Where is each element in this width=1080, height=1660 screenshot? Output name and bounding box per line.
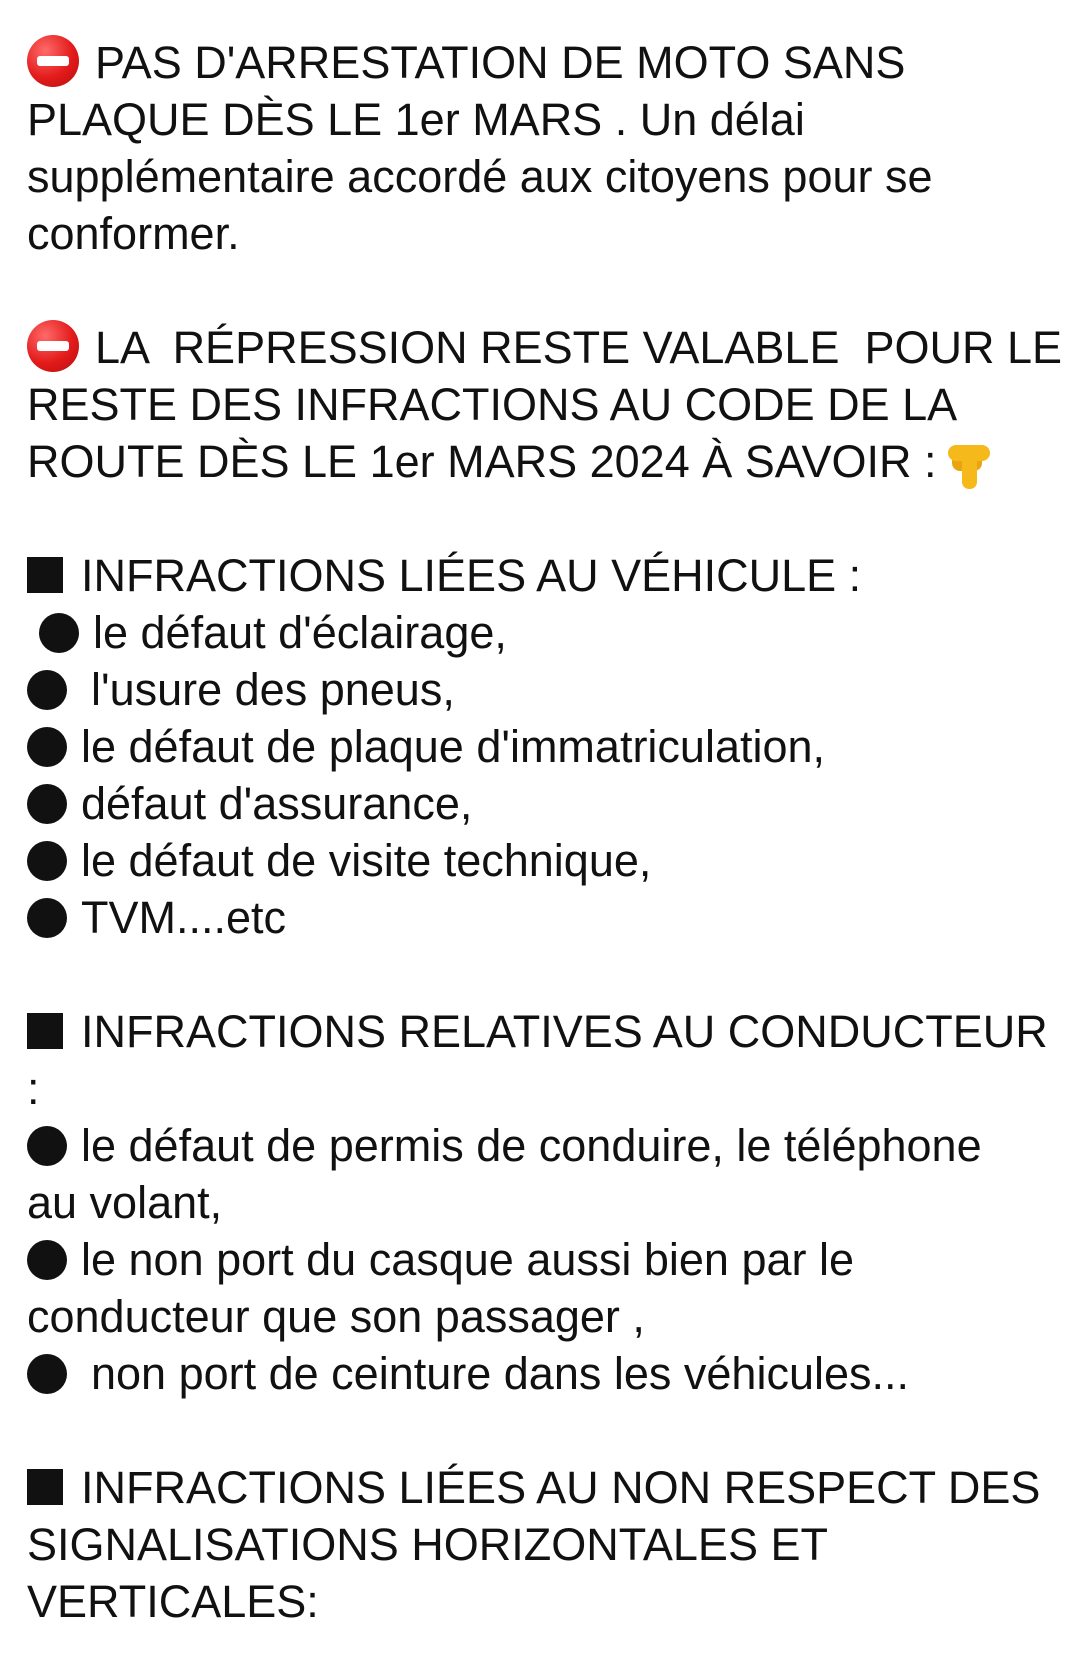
bullet-icon (27, 727, 67, 767)
driver-section-heading-colon: : (27, 1063, 40, 1114)
repression-line-3: ROUTE DÈS LE 1er MARS 2024 À SAVOIR : (27, 433, 1067, 490)
paragraph-gap (27, 946, 1067, 1003)
intro-line-4: conformer. (27, 208, 240, 259)
repression-line-2: RESTE DES INFRACTIONS AU CODE DE LA (27, 379, 958, 430)
list-item-continuation: conducteur que son passager , (27, 1291, 645, 1342)
driver-section-heading: INFRACTIONS RELATIVES AU CONDUCTEUR (27, 1003, 1067, 1060)
black-square-icon (27, 1013, 63, 1049)
bullet-icon (27, 898, 67, 938)
signal-section (27, 1459, 1067, 1630)
list-item: l'usure des pneus, (27, 661, 1067, 718)
driver-section (27, 1003, 1067, 1402)
bullet-icon (39, 613, 79, 653)
intro-line-2: PLAQUE DÈS LE 1er MARS . Un délai (27, 94, 805, 145)
list-item: le défaut de plaque d'immatriculation, (27, 718, 1067, 775)
intro-line-1: PAS D'ARRESTATION DE MOTO SANS (27, 34, 1067, 91)
paragraph-gap (27, 490, 1067, 547)
signal-section-heading: INFRACTIONS LIÉES AU NON RESPECT DES (27, 1459, 1067, 1516)
list-item: le défaut de permis de conduire, le téléphone (27, 1117, 1067, 1174)
black-square-icon (27, 557, 63, 593)
bullet-icon (27, 1126, 67, 1166)
list-item: TVM....etc (27, 889, 1067, 946)
no-entry-icon (27, 320, 79, 372)
paragraph-gap (27, 1402, 1067, 1459)
list-item: défaut d'assurance, (27, 775, 1067, 832)
vehicle-section-heading: INFRACTIONS LIÉES AU VÉHICULE : (27, 547, 1067, 604)
black-square-icon (27, 1469, 63, 1505)
signal-section-heading-line-3: VERTICALES: (27, 1576, 319, 1627)
list-item: le non port du casque aussi bien par le (27, 1231, 1067, 1288)
list-item-continuation: au volant, (27, 1177, 223, 1228)
bullet-icon (27, 784, 67, 824)
list-item: le défaut de visite technique, (27, 832, 1067, 889)
list-item: le défaut d'éclairage, (27, 604, 1067, 661)
intro-line-3: supplémentaire accordé aux citoyens pour se (27, 151, 933, 202)
no-entry-icon (27, 35, 79, 87)
repression-paragraph (27, 319, 1067, 490)
bullet-icon (27, 1240, 67, 1280)
backhand-pointing-down-icon (944, 441, 994, 491)
list-item: non port de ceinture dans les véhicules... (27, 1345, 1067, 1402)
paragraph-gap (27, 262, 1067, 319)
bullet-icon (27, 670, 67, 710)
intro-paragraph (27, 34, 1067, 262)
signal-section-heading-line-2: SIGNALISATIONS HORIZONTALES ET (27, 1519, 828, 1570)
message-body (27, 34, 1067, 1630)
vehicle-section (27, 547, 1067, 946)
bullet-icon (27, 1354, 67, 1394)
repression-line-1: LA RÉPRESSION RESTE VALABLE POUR LE (27, 319, 1067, 376)
bullet-icon (27, 841, 67, 881)
